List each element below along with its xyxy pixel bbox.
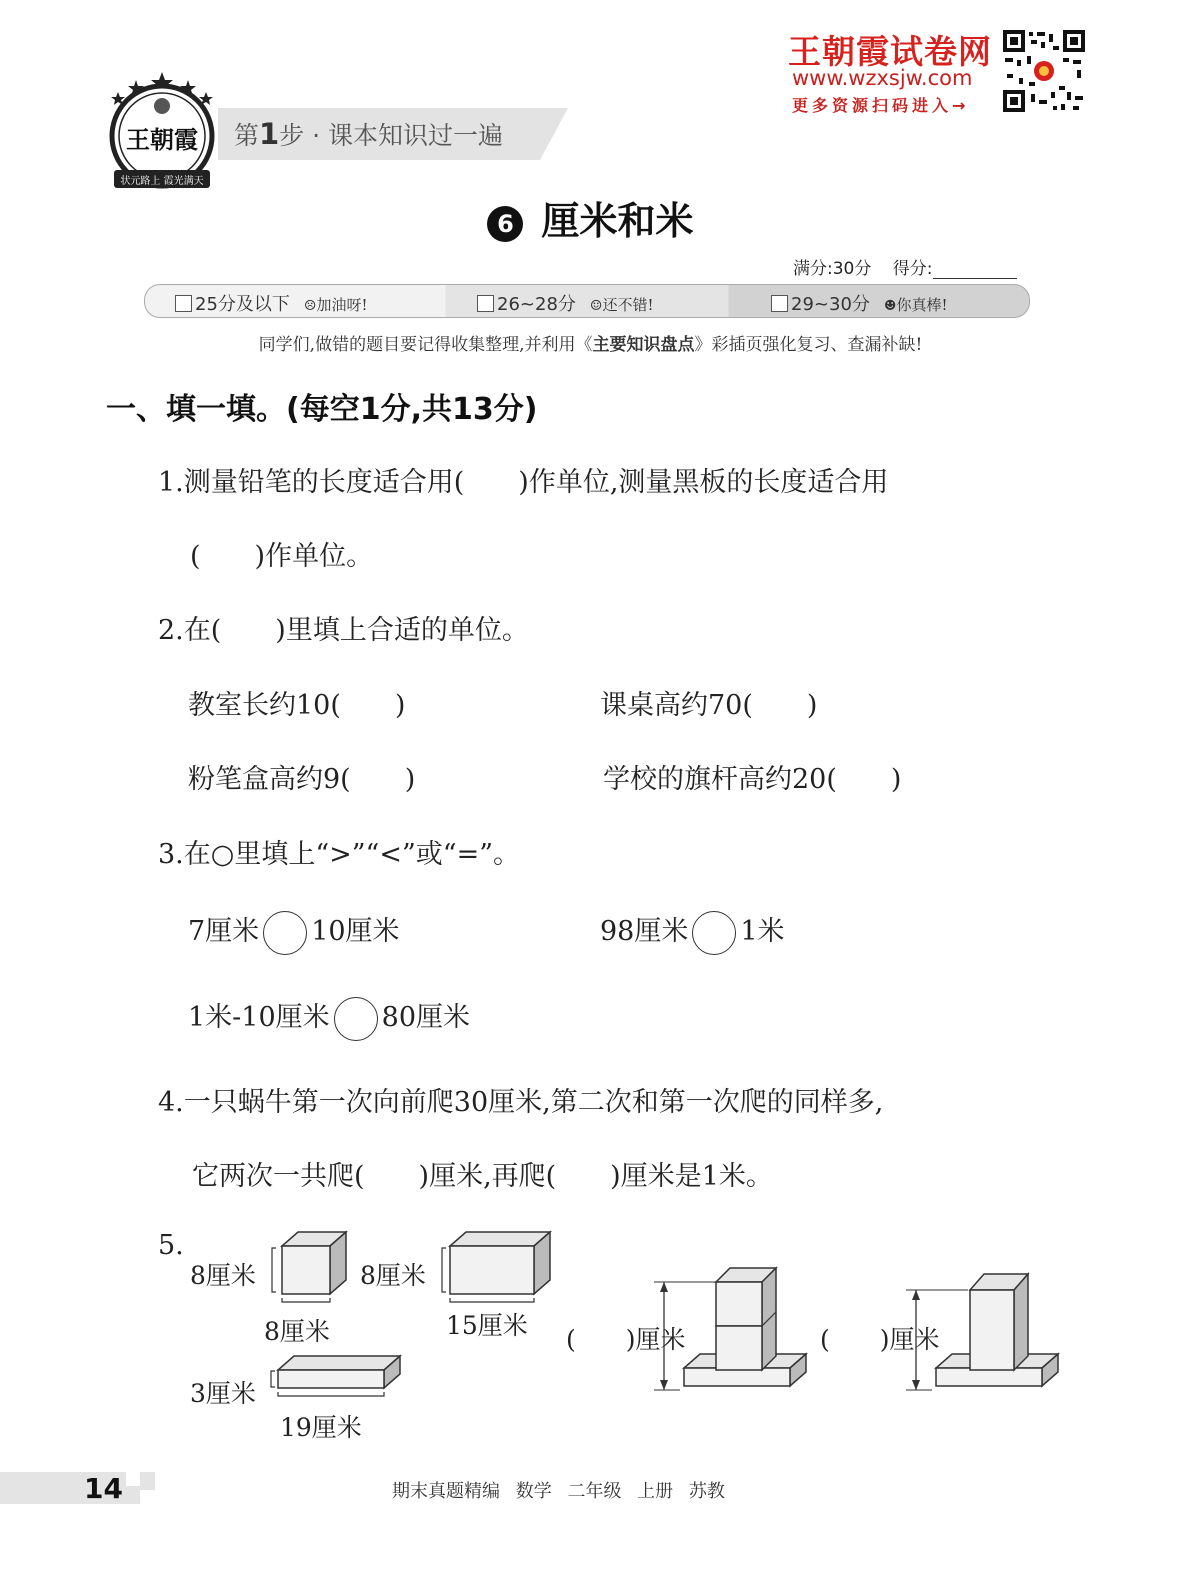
grade-message: 还不错! [602,296,654,314]
sad-face-icon: ☹ [303,298,317,314]
smile-face-icon: ☺ [589,298,603,314]
chapter-number: 6 [487,206,523,242]
grade-option-high[interactable] [771,290,947,316]
grade-message: 加油呀! [316,296,368,314]
got-score-label: 得分: [892,259,933,279]
grade-range: 25分及以下 [195,294,290,315]
compare-circle[interactable] [263,911,307,955]
flat-bottom-label: 19厘米 [280,1413,362,1442]
question-4-line-1: 4.一只蜗牛第一次向前爬30厘米,第二次和第一次爬的同样多, [158,1087,884,1118]
checkbox[interactable] [477,295,494,312]
question-3-title: 3.在○里填上“>”“<”或“=”。 [158,839,521,870]
compare-left: 7厘米 [188,916,260,947]
question-3-item-c [188,995,470,1041]
question-2-item-d: 学校的旗杆高约20( ) [603,764,902,795]
question-3-item-a [188,909,400,955]
tip-after: 》彩插页强化复习、查漏补缺! [694,335,923,355]
answer-tall-box[interactable]: ( )厘米 [820,1325,940,1354]
question-1-line-1: 1.测量铅笔的长度适合用( )作单位,测量黑板的长度适合用 [158,467,889,498]
step-prefix: 第 [234,121,260,150]
page-number: 14 [84,1472,123,1505]
step-suffix: 步 · 课本知识过一遍 [279,121,504,150]
qr-code-icon[interactable] [1003,30,1085,112]
cube-bottom-label: 8厘米 [264,1317,330,1346]
question-2-item-a: 教室长约10( ) [188,690,406,721]
logo-ribbon: 状元路上 霞光满天 [120,176,204,187]
cube-side-label: 8厘米 [190,1261,256,1290]
grade-rating-bar [144,284,1030,318]
tip-before: 同学们,做错的题目要记得收集整理,并利用《 [258,335,593,355]
compare-circle[interactable] [334,997,378,1041]
checkbox[interactable] [175,295,192,312]
footer-decor-square [140,1490,155,1504]
full-score-label: 满分:30分 [793,259,872,279]
checkbox[interactable] [771,295,788,312]
logo-text: 王朝霞 [126,125,198,154]
grade-range: 29~30分 [791,294,870,315]
brand-url[interactable]: www.wzxsjw.com [792,66,973,90]
chapter-name: 厘米和米 [541,199,694,243]
compare-left: 98厘米 [600,916,689,947]
box-side-label: 8厘米 [360,1261,426,1290]
question-5-number: 5. [158,1230,184,1261]
question-2-title: 2.在( )里填上合适的单位。 [158,615,529,646]
box-bottom-label: 15厘米 [446,1311,528,1340]
grade-range: 26~28分 [497,294,576,315]
chapter-title [0,190,1181,245]
study-tip [0,330,1181,355]
brand-subtitle: 更多资源扫码进入→ [792,96,970,115]
section-title: 一、填一填。(每空1分,共13分) [106,392,538,427]
happy-face-icon: ☻ [883,298,897,314]
step-banner [234,116,503,152]
compare-right: 80厘米 [381,1002,471,1033]
grade-message: 你真棒! [896,296,948,314]
question-2-item-b: 课桌高约70( ) [600,690,818,721]
compare-right: 1米 [740,916,785,947]
compare-right: 10厘米 [311,916,400,947]
compare-left: 1米-10厘米 [188,1002,330,1033]
question-2-item-c: 粉笔盒高约9( ) [188,764,416,795]
footer-book-title: 期末真题精编 数学 二年级 上册 苏教 [392,1481,725,1502]
grade-option-low[interactable] [175,290,368,316]
grade-option-mid[interactable] [477,290,653,316]
score-line [793,254,1017,279]
cube-figure [270,1226,360,1310]
publisher-logo [106,70,218,194]
footer-decor-square [126,1472,140,1486]
box-figure [438,1226,558,1310]
answer-stacked-cubes[interactable]: ( )厘米 [566,1325,686,1354]
score-blank[interactable] [933,262,1017,279]
question-4-line-2: 它两次一共爬( )厘米,再爬( )厘米是1米。 [192,1161,773,1192]
question-1-line-2: ( )作单位。 [190,541,374,572]
question-3-item-b [600,909,785,955]
tip-bold: 主要知识盘点 [592,335,695,355]
compare-circle[interactable] [692,911,736,955]
brand-title: 王朝霞试卷网 [788,32,992,71]
flat-side-label: 3厘米 [190,1379,256,1408]
step-number: 1 [259,117,280,151]
